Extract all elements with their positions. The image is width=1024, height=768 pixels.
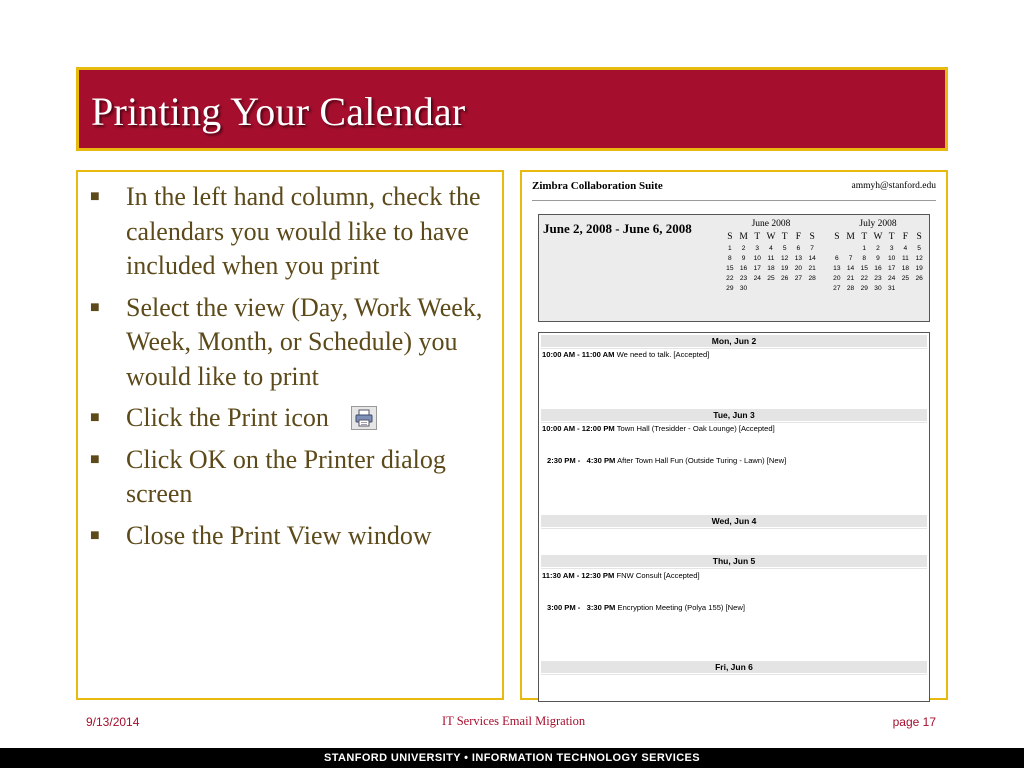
list-item [86,401,496,436]
day-cell: 11 [901,254,909,262]
weekday: S [916,232,922,242]
weekday: F [795,232,802,242]
day-cell: 4 [769,244,773,252]
bullet-text: Select the view (Day, Work Week, Week, Month, or Schedule) you would like to print [126,292,483,391]
instructions-panel [76,170,504,700]
week-row [723,263,819,273]
bullet-text: In the left hand column, check the calendars you would like to have included when you print [126,182,481,280]
day-stripe [541,422,927,423]
day-cell: 28 [808,274,816,282]
mini-calendar-title: July 2008 [859,219,897,229]
bullet-text: Close the Print View window [126,520,432,550]
day-cell: 22 [726,274,734,282]
day-cell: 29 [726,284,734,292]
day-cell [792,283,806,293]
day-cell: 18 [901,264,910,272]
day-cell: 14 [846,264,855,272]
week-row [723,273,819,283]
day-header: Thu, Jun 5 [541,555,927,567]
mini-calendar-grid [723,231,819,293]
day-cell [830,243,844,253]
appointment-title: FNW Consult [Accepted] [616,571,700,580]
day-cell: 9 [876,254,880,262]
day-cell: 24 [753,274,761,282]
day-cell: 30 [739,284,748,292]
day-cell: 11 [767,254,775,262]
weekday: T [754,232,761,242]
weekday: W [766,232,776,242]
mini-calendar-grid [830,231,926,293]
day-cell: 7 [848,254,853,262]
day-cell: 4 [903,244,908,252]
week-row [830,283,926,293]
weekday: W [873,232,883,242]
footer-title: IT Services Email Migration [442,714,586,728]
day-cell [844,243,858,253]
weekday: S [809,232,815,242]
week-row [723,243,819,253]
day-cell: 9 [741,254,746,262]
bullet-text: Click the Print icon [126,403,329,432]
appointment-title: After Town Hall Fun (Outside Turing - Lawn) [New] [617,456,787,465]
appointment-time: 3:00 PM - 3:30 PM [547,603,616,612]
weekday: T [888,232,895,242]
appointment-title: We need to talk. [Accepted] [616,350,710,359]
day-cell: 16 [739,264,748,272]
week-row [830,243,926,253]
appointment-time: 10:00 AM - 12:00 PM [542,424,615,433]
weekday: T [861,232,868,242]
bullet-text: Click OK on the Printer dialog screen [126,444,446,508]
day-cell: 23 [874,274,882,282]
day-cell: 24 [887,274,896,282]
day-cell: 20 [833,274,841,282]
print-view [532,180,938,672]
day-cell: 15 [726,264,734,272]
list-item [86,291,496,395]
appointment [547,603,745,612]
bullet-square-icon: ■ [90,298,100,316]
day-stripe [541,568,927,569]
weekday: T [781,232,788,242]
appointment-title: Town Hall (Tresidder - Oak Lounge) [Accepted] [616,424,775,433]
day-cell: 27 [794,274,803,282]
day-cell: 10 [887,254,896,262]
day-cell: 31 [887,284,896,292]
appointment [547,456,786,465]
day-cell: 23 [739,274,748,282]
day-cell: 3 [755,244,760,252]
day-cell: 27 [833,284,841,292]
print-view-header [532,180,938,202]
week-row [723,253,819,263]
day-cell: 5 [782,244,787,252]
day-cell: 14 [808,254,816,262]
weekday: S [727,232,733,242]
day-cell: 10 [753,254,761,262]
day-cell: 1 [728,244,732,252]
instructions-list [86,180,496,560]
appointment-time: 2:30 PM - 4:30 PM [547,456,616,465]
day-cell: 19 [915,264,923,272]
day-cell [805,283,819,293]
day-cell: 1 [862,244,867,252]
day-cell [912,283,926,293]
appointment [542,571,700,580]
weekday: M [846,232,855,242]
day-cell: 6 [796,244,801,252]
appointment-time: 11:30 AM - 12:30 PM [542,571,615,580]
day-cell: 28 [846,284,855,292]
bullet-square-icon: ■ [90,188,100,205]
weekday-row [723,231,819,243]
week-row [830,263,926,273]
day-cell: 2 [741,244,746,252]
header-divider [532,200,936,201]
week-row [723,283,819,293]
day-cell: 21 [808,264,816,272]
day-cell: 6 [835,254,839,262]
day-cell: 22 [860,274,868,282]
mini-calendar-july [830,219,926,293]
day-cell: 7 [810,244,814,252]
day-cell [750,283,764,293]
footer-date: 9/13/2014 [86,715,140,729]
slide-title: Printing Your Calendar [91,89,466,134]
day-cell [778,283,792,293]
day-header: Wed, Jun 4 [541,515,927,527]
appointment-title: Encryption Meeting (Polya 155) [New] [617,603,745,612]
page-number: page 17 [892,715,936,729]
day-cell: 5 [917,244,921,252]
day-cell: 3 [889,244,894,252]
weekday-row [830,231,926,243]
list-item [86,443,496,512]
day-cell: 19 [780,264,789,272]
appointment [542,424,775,433]
footer-banner: STANFORD UNIVERSITY • INFORMATION TECHNOLOGY SERVICES [0,748,1024,768]
list-item [86,180,496,284]
day-cell: 12 [780,254,789,262]
day-cell: 17 [753,264,761,272]
day-header: Fri, Jun 6 [541,661,927,673]
weekday: M [739,232,748,242]
schedule-box [538,332,930,702]
day-cell: 25 [901,274,910,282]
appointment-time: 10:00 AM - 11:00 AM [542,350,615,359]
week-row [830,273,926,283]
list-item [86,519,496,554]
day-header: Mon, Jun 2 [541,335,927,347]
day-cell: 13 [833,264,841,272]
day-stripe [541,348,927,349]
day-cell: 26 [780,274,789,282]
day-cell: 29 [860,284,868,292]
date-range-box [538,214,930,322]
bullet-square-icon: ■ [90,450,100,468]
day-cell [899,283,913,293]
brand-label: Zimbra Collaboration Suite [532,180,663,192]
day-cell: 15 [860,264,868,272]
day-cell: 20 [794,264,803,272]
printer-icon [351,406,377,430]
day-cell: 16 [874,264,882,272]
day-stripe [541,674,927,675]
appointment [542,350,709,359]
weekday: F [902,232,909,242]
day-cell [764,283,778,293]
day-cell: 2 [876,244,880,252]
weekday: S [834,232,840,242]
mini-calendar-title: June 2008 [751,219,791,229]
day-cell: 12 [915,254,923,262]
title-bar [76,67,948,151]
print-view-screenshot [520,170,948,700]
day-stripe [541,528,927,529]
day-cell: 25 [767,274,775,282]
week-row [830,253,926,263]
day-cell: 21 [846,274,855,282]
day-header: Tue, Jun 3 [541,409,927,421]
user-email: ammyh@stanford.edu [851,181,936,191]
day-cell: 30 [874,284,882,292]
day-cell: 8 [862,254,867,262]
day-cell: 18 [767,264,775,272]
day-cell: 26 [915,274,923,282]
mini-calendar-june [723,219,819,293]
bullet-square-icon: ■ [90,409,100,426]
date-range-title: June 2, 2008 - June 6, 2008 [543,221,692,236]
bullet-square-icon: ■ [90,526,100,544]
day-cell: 8 [728,254,732,262]
day-cell: 13 [794,254,803,262]
day-cell: 17 [887,264,896,272]
